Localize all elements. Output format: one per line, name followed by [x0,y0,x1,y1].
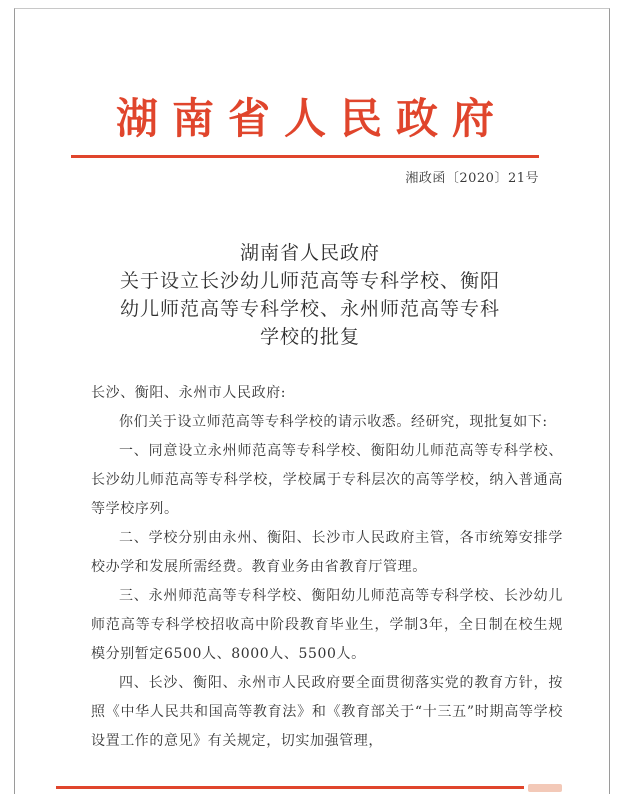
title-line-subject-1: 关于设立长沙幼儿师范高等专科学校、衡阳 [119,270,500,292]
bottom-red-line [56,786,524,789]
corner-watermark-mark [528,784,562,792]
red-divider-line [71,155,539,158]
body-paragraph-2: 二、学校分别由永州、衡阳、长沙市人民政府主管，各市统筹安排学校办学和发展所需经费。教育业务由省教育厅管理。 [91,530,563,575]
masthead-title: 湖南省人民政府 [115,94,508,143]
document-title [75,239,545,351]
title-line-issuer: 湖南省人民政府 [239,242,380,264]
body-paragraph-1: 一、同意设立永州师范高等专科学校、衡阳幼儿师范高等专科学校、长沙幼儿师范高等专科学校，学校属于专科层次的高等学校，纳入普通高等学校序列。 [91,443,563,517]
body-paragraph-intro: 你们关于设立师范高等专科学校的请示收悉。经研究，现批复如下: [119,414,548,430]
addressee: 长沙、衡阳、永州市人民政府: [91,385,287,401]
document-number: 湘政函〔2020〕21号 [405,171,539,186]
document-page [14,8,610,794]
body-paragraph-3: 三、永州师范高等专科学校、衡阳幼儿师范高等专科学校、长沙幼儿师范高等专科学校招收高中阶段教育毕业生，学制3年，全日制在校生规模分别暂定6500人、8000人、5500人。 [91,588,563,662]
document-body [91,379,563,756]
body-paragraph-4: 四、长沙、衡阳、永州市人民政府要全面贯彻落实党的教育方针，按照《中华人民共和国高等教育法》和《教育部关于“十三五”时期高等学校设置工作的意见》有关规定，切实加强管理， [91,675,563,749]
title-line-subject-2: 幼儿师范高等专科学校、永州师范高等专科 [119,298,500,320]
title-line-subject-3: 学校的批复 [259,326,360,348]
